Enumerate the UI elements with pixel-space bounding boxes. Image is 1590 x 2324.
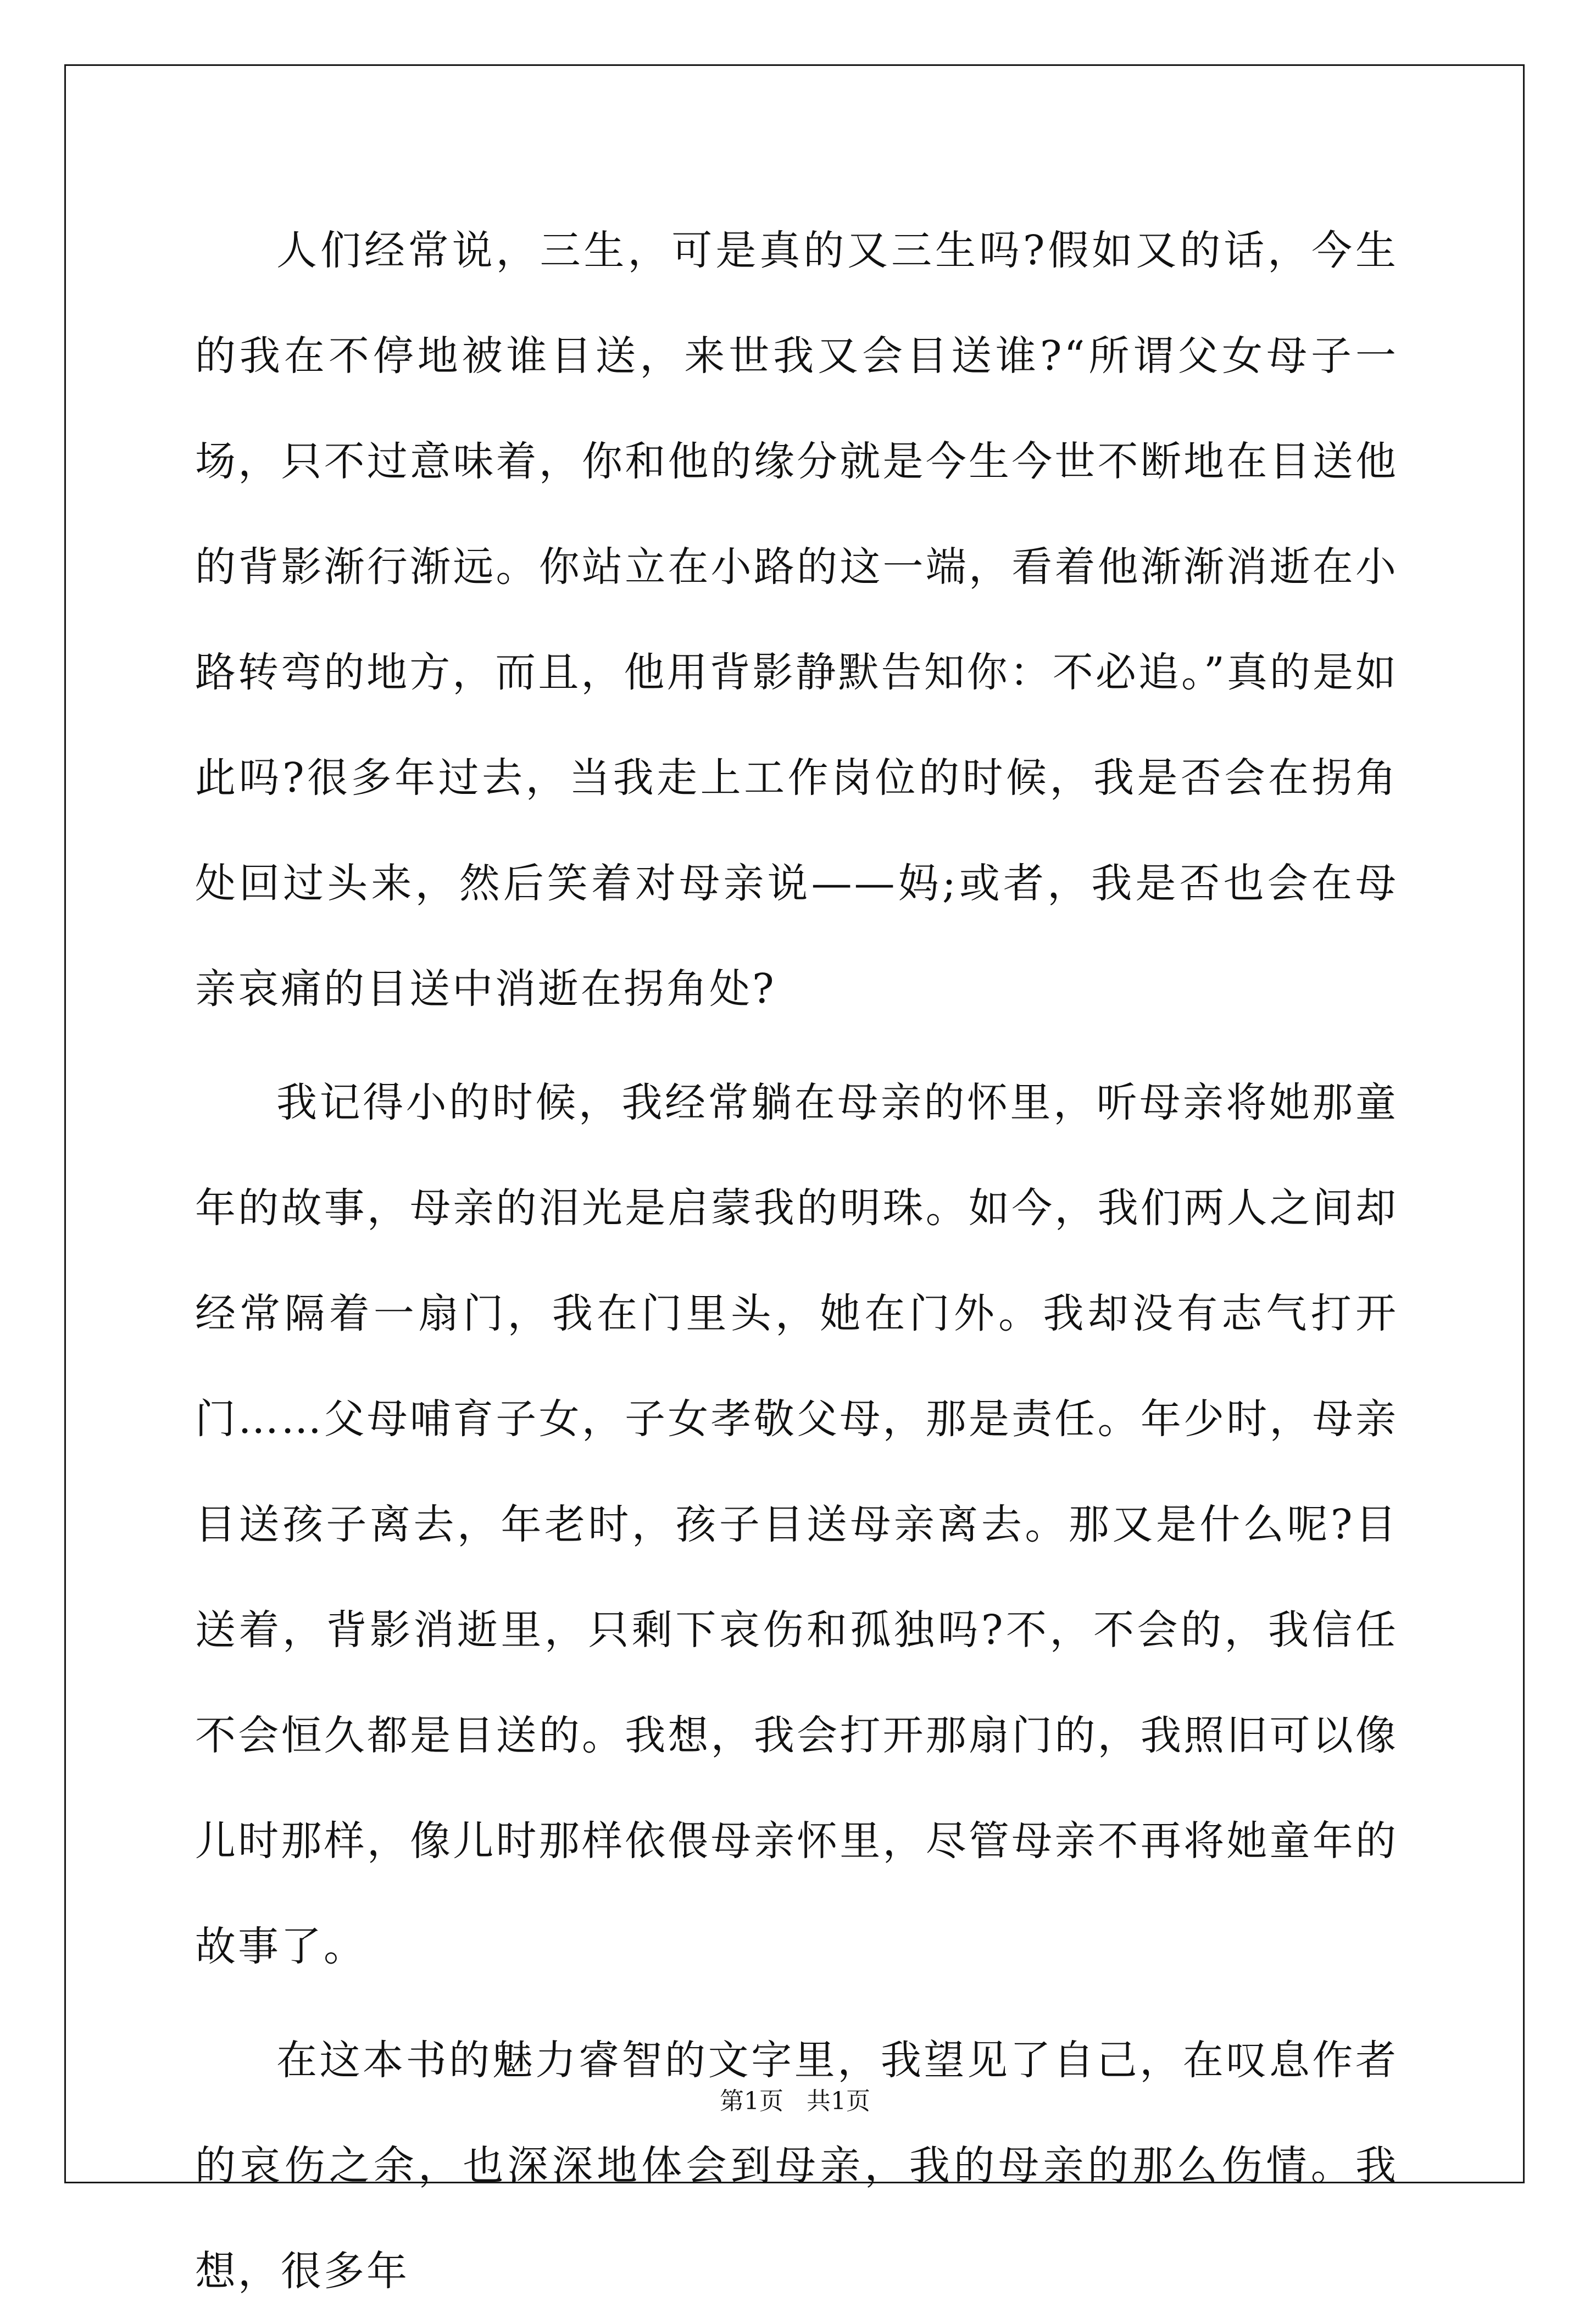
page-number-footer: 第1页 共1页: [720, 2087, 870, 2115]
paragraph-3: 在这本书的魅力睿智的文字里，我望见了自己，在叹息作者的哀伤之余，也深深地体会到母亲，我的母亲的那么伤情。我想，很多年: [195, 2037, 1398, 2295]
document-body: [195, 198, 1398, 2324]
paragraph-1: 人们经常说，三生，可是真的又三生吗?假如又的话，今生的我在不停地被谁目送，来世我又会目送谁?“所谓父女母子一场，只不过意味着，你和他的缘分就是今生今世不断地在目送他的背影渐行渐远。你站立在小路的这一端，看着他渐渐消逝在小路转弯的地方，而且，他用背影静默告知你：不必追。”真的是如此吗?很多年过去，当我走上工作岗位的时候，我是否会在拐角处回过头来，然后笑着对母亲说——妈;或者，我是否也会在母亲哀痛的目送中消逝在拐角处?: [195, 227, 1398, 1013]
paragraph-2: 我记得小的时候，我经常躺在母亲的怀里，听母亲将她那童年的故事，母亲的泪光是启蒙我的明珠。如今，我们两人之间却经常隔着一扇门，我在门里头，她在门外。我却没有志气打开门……父母哺育子女，子女孝敬父母，那是责任。年少时，母亲目送孩子离去，年老时，孩子目送母亲离去。那又是什么呢?目送着，背影消逝里，只剩下哀伤和孤独吗?不，不会的，我信任不会恒久都是目送的。我想，我会打开那扇门的，我照旧可以像儿时那样，像儿时那样依偎母亲怀里，尽管母亲不再将她童年的故事了。: [195, 1079, 1398, 1970]
